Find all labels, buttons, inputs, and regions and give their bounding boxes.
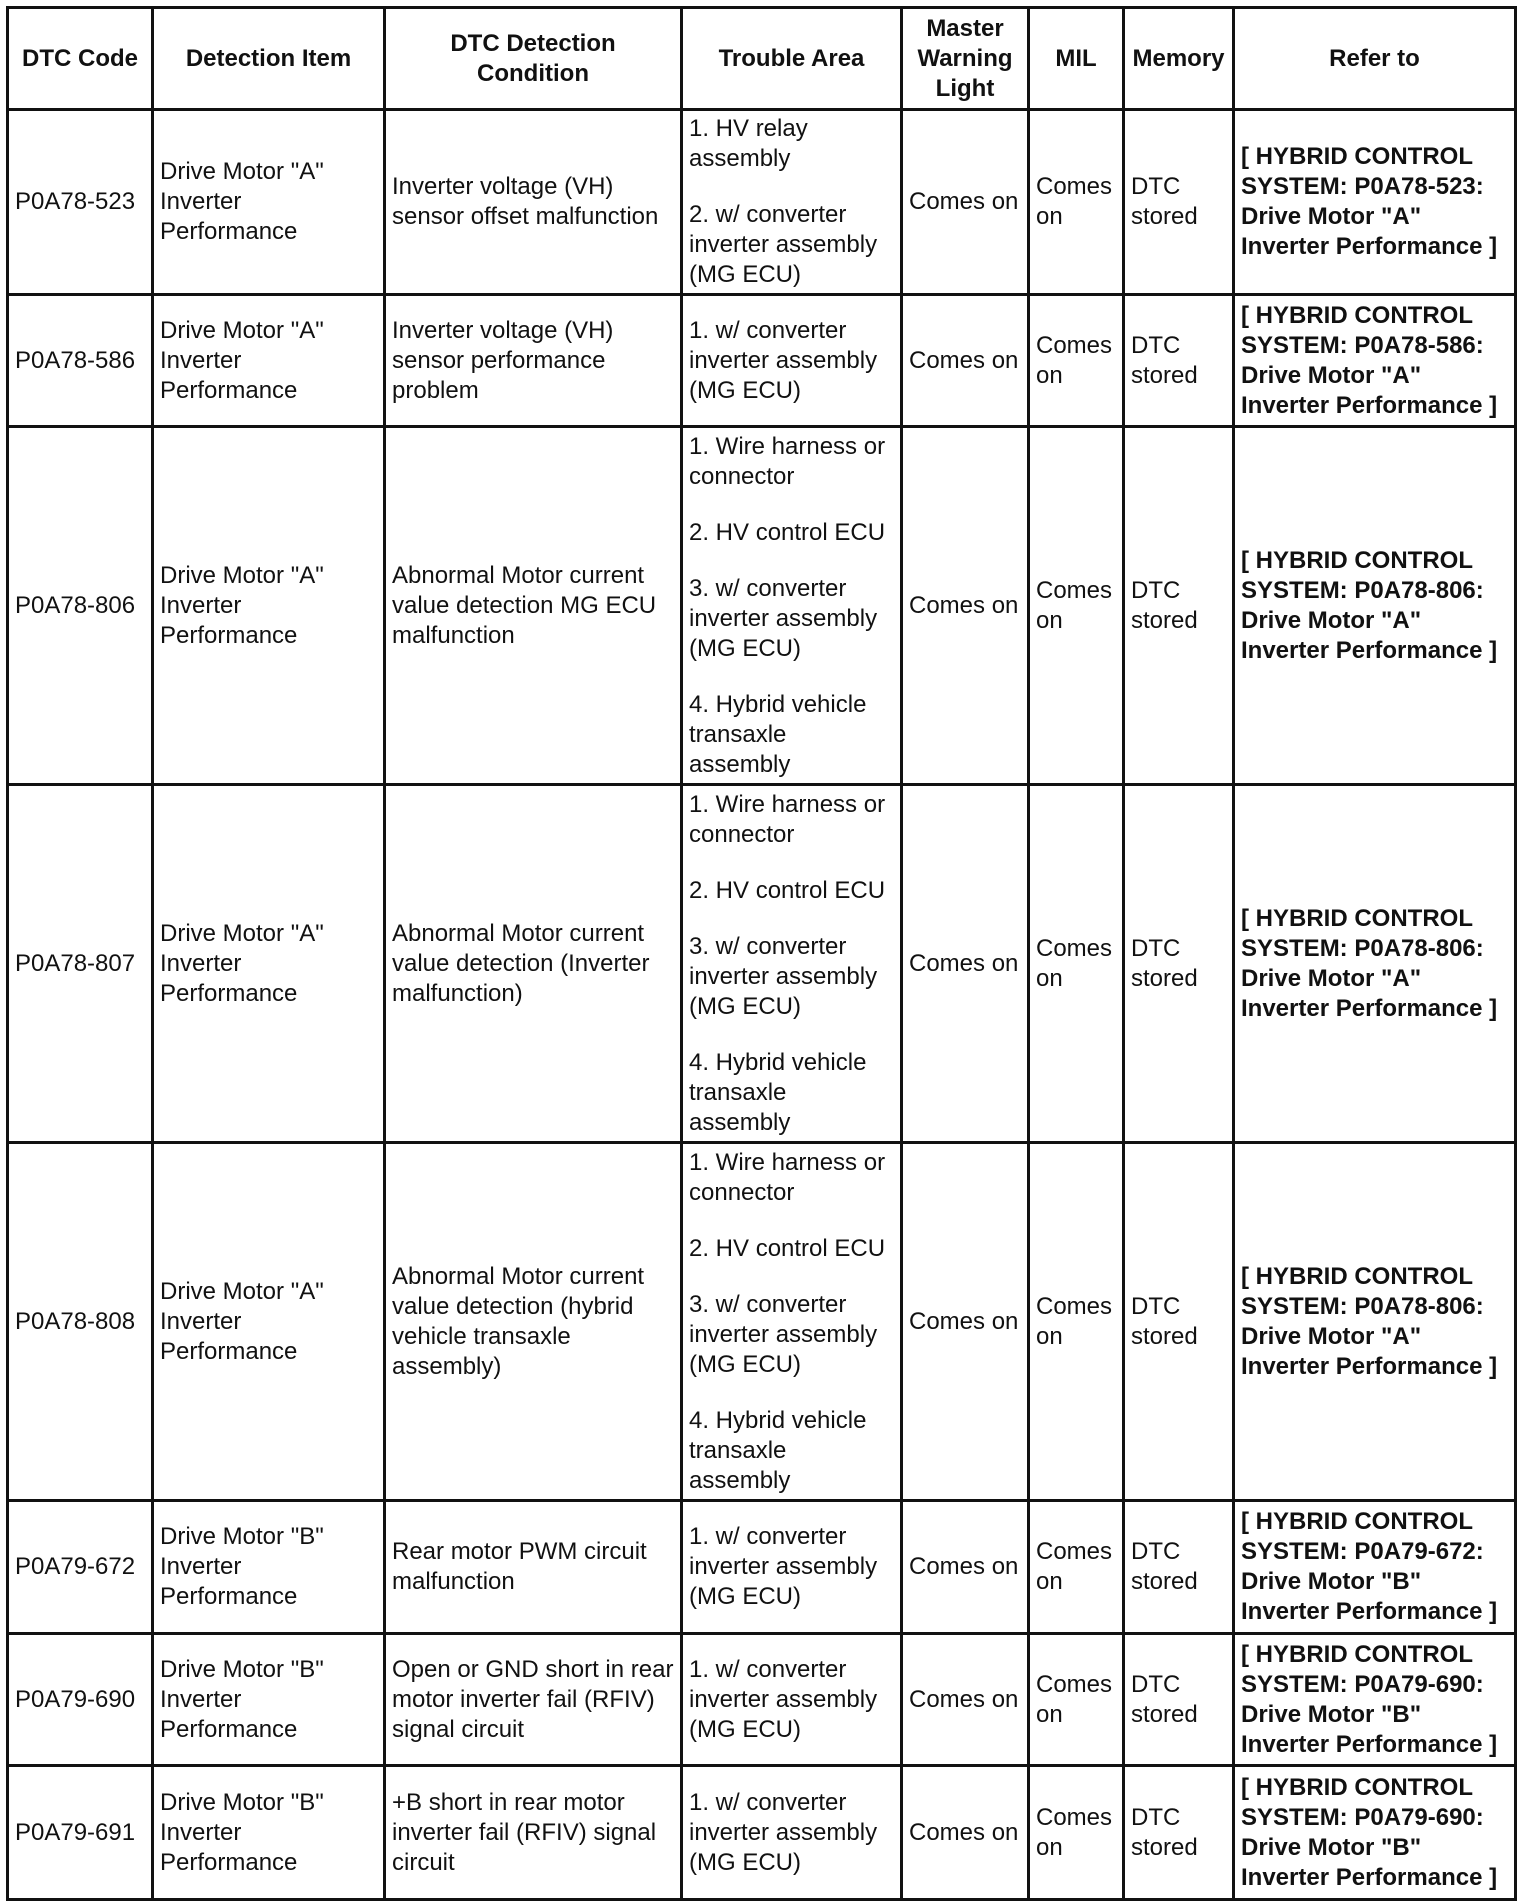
mil-cell: Comes on: [1029, 785, 1124, 1143]
trouble-area-item: 2. HV control ECU: [689, 518, 886, 546]
table-header-row: [8, 8, 1516, 110]
dtc-table-sheet: [6, 6, 1514, 1898]
trouble-area-item: 1. Wire harness or connector: [689, 432, 886, 490]
refer-link[interactable]: [ HYBRID CONTROL SYSTEM: P0A79-690: Drive Motor "B" Inverter Performance ]: [1234, 1766, 1516, 1900]
master-warning-cell: Comes on: [902, 1501, 1029, 1634]
dtc-code-cell: P0A78-586: [8, 295, 153, 427]
mil-cell: Comes on: [1029, 295, 1124, 427]
refer-link[interactable]: [ HYBRID CONTROL SYSTEM: P0A78-523: Drive Motor "A" Inverter Performance ]: [1234, 110, 1516, 295]
dtc-code-cell: P0A79-672: [8, 1501, 153, 1634]
header-detection-condition: DTC Detection Condition: [385, 8, 682, 110]
memory-cell: DTC stored: [1124, 295, 1234, 427]
trouble-area-cell: [682, 1501, 902, 1634]
detection-condition-cell: Open or GND short in rear motor inverter fail (RFIV) signal circuit: [385, 1634, 682, 1766]
master-warning-cell: Comes on: [902, 1634, 1029, 1766]
detection-condition-cell: Rear motor PWM circuit malfunction: [385, 1501, 682, 1634]
dtc-code-cell: P0A79-690: [8, 1634, 153, 1766]
trouble-area-item: 1. w/ converter inverter assembly (MG ECU): [689, 1523, 878, 1610]
trouble-area-item: 4. Hybrid vehicle transaxle assembly: [689, 1048, 867, 1136]
memory-cell: DTC stored: [1124, 110, 1234, 295]
trouble-area-item: 1. w/ converter inverter assembly (MG ECU): [689, 1788, 878, 1876]
trouble-area-item: 4. Hybrid vehicle transaxle assembly: [689, 1406, 867, 1494]
detection-condition-cell: +B short in rear motor inverter fail (RFIV) signal circuit: [385, 1766, 682, 1900]
detection-condition-cell: Abnormal Motor current value detection (hybrid vehicle transaxle assembly): [385, 1143, 682, 1501]
header-detection-item: Detection Item: [153, 8, 385, 110]
mil-cell: Comes on: [1029, 1634, 1124, 1766]
table-row: [8, 785, 1516, 1143]
header-mil: MIL: [1029, 8, 1124, 110]
trouble-area-cell: [682, 427, 902, 785]
trouble-area-item: 1. HV relay assembly: [689, 115, 808, 172]
table-row: [8, 1501, 1516, 1634]
header-refer-to: Refer to: [1234, 8, 1516, 110]
table-row: [8, 1766, 1516, 1900]
trouble-area-item: 1. Wire harness or connector: [689, 1148, 886, 1206]
detection-item-cell: Drive Motor "A" Inverter Performance: [153, 1143, 385, 1501]
master-warning-cell: Comes on: [902, 785, 1029, 1143]
master-warning-cell: Comes on: [902, 1143, 1029, 1501]
memory-cell: DTC stored: [1124, 1634, 1234, 1766]
header-master-warning-light: Master Warning Light: [902, 8, 1029, 110]
trouble-area-cell: [682, 295, 902, 427]
refer-link[interactable]: [ HYBRID CONTROL SYSTEM: P0A78-586: Drive Motor "A" Inverter Performance ]: [1234, 295, 1516, 427]
table-row: [8, 427, 1516, 785]
trouble-area-cell: [682, 1634, 902, 1766]
trouble-area-item: 1. w/ converter inverter assembly (MG ECU): [689, 316, 878, 404]
refer-link[interactable]: [ HYBRID CONTROL SYSTEM: P0A79-672: Drive Motor "B" Inverter Performance ]: [1234, 1501, 1516, 1634]
header-memory: Memory: [1124, 8, 1234, 110]
mil-cell: Comes on: [1029, 427, 1124, 785]
trouble-area-cell: [682, 1143, 902, 1501]
table-row: [8, 1634, 1516, 1766]
trouble-area-item: 3. w/ converter inverter assembly (MG ECU): [689, 932, 878, 1020]
detection-item-cell: Drive Motor "B" Inverter Performance: [153, 1501, 385, 1634]
detection-condition-cell: Abnormal Motor current value detection MG ECU malfunction: [385, 427, 682, 785]
header-trouble-area: Trouble Area: [682, 8, 902, 110]
refer-link[interactable]: [ HYBRID CONTROL SYSTEM: P0A78-806: Drive Motor "A" Inverter Performance ]: [1234, 1143, 1516, 1501]
dtc-code-cell: P0A79-691: [8, 1766, 153, 1900]
detection-condition-cell: Inverter voltage (VH) sensor performance problem: [385, 295, 682, 427]
mil-cell: Comes on: [1029, 1766, 1124, 1900]
trouble-area-cell: [682, 785, 902, 1143]
detection-condition-cell: Inverter voltage (VH) sensor offset malfunction: [385, 110, 682, 295]
header-dtc-code: DTC Code: [8, 8, 153, 110]
mil-cell: Comes on: [1029, 1143, 1124, 1501]
table-row: [8, 110, 1516, 295]
dtc-code-cell: P0A78-808: [8, 1143, 153, 1501]
refer-link[interactable]: [ HYBRID CONTROL SYSTEM: P0A79-690: Drive Motor "B" Inverter Performance ]: [1234, 1634, 1516, 1766]
mil-cell: Comes on: [1029, 110, 1124, 295]
trouble-area-item: 4. Hybrid vehicle transaxle assembly: [689, 690, 867, 778]
trouble-area-item: 3. w/ converter inverter assembly (MG ECU): [689, 574, 878, 662]
master-warning-cell: Comes on: [902, 1766, 1029, 1900]
master-warning-cell: Comes on: [902, 295, 1029, 427]
memory-cell: DTC stored: [1124, 1766, 1234, 1900]
memory-cell: DTC stored: [1124, 785, 1234, 1143]
trouble-area-item: 1. Wire harness or connector: [689, 790, 886, 848]
dtc-table: [6, 6, 1517, 1901]
detection-condition-cell: Abnormal Motor current value detection (Inverter malfunction): [385, 785, 682, 1143]
trouble-area-item: 2. HV control ECU: [689, 1234, 886, 1262]
table-row: [8, 1143, 1516, 1501]
mil-cell: Comes on: [1029, 1501, 1124, 1634]
refer-link[interactable]: [ HYBRID CONTROL SYSTEM: P0A78-806: Drive Motor "A" Inverter Performance ]: [1234, 785, 1516, 1143]
memory-cell: DTC stored: [1124, 1143, 1234, 1501]
detection-item-cell: Drive Motor "B" Inverter Performance: [153, 1766, 385, 1900]
trouble-area-item: 1. w/ converter inverter assembly (MG ECU): [689, 1655, 878, 1743]
table-row: [8, 295, 1516, 427]
dtc-code-cell: P0A78-807: [8, 785, 153, 1143]
detection-item-cell: Drive Motor "A" Inverter Performance: [153, 295, 385, 427]
trouble-area-item: 3. w/ converter inverter assembly (MG ECU): [689, 1290, 878, 1378]
detection-item-cell: Drive Motor "A" Inverter Performance: [153, 785, 385, 1143]
dtc-code-cell: P0A78-806: [8, 427, 153, 785]
master-warning-cell: Comes on: [902, 427, 1029, 785]
detection-item-cell: Drive Motor "A" Inverter Performance: [153, 427, 385, 785]
trouble-area-cell: [682, 1766, 902, 1900]
trouble-area-item: 2. HV control ECU: [689, 876, 886, 904]
master-warning-cell: Comes on: [902, 110, 1029, 295]
memory-cell: DTC stored: [1124, 1501, 1234, 1634]
detection-item-cell: Drive Motor "B" Inverter Performance: [153, 1634, 385, 1766]
memory-cell: DTC stored: [1124, 427, 1234, 785]
refer-link[interactable]: [ HYBRID CONTROL SYSTEM: P0A78-806: Drive Motor "A" Inverter Performance ]: [1234, 427, 1516, 785]
dtc-code-cell: P0A78-523: [8, 110, 153, 295]
trouble-area-cell: [682, 110, 902, 295]
detection-item-cell: Drive Motor "A" Inverter Performance: [153, 110, 385, 295]
trouble-area-item: 2. w/ converter inverter assembly (MG ECU): [689, 201, 878, 288]
